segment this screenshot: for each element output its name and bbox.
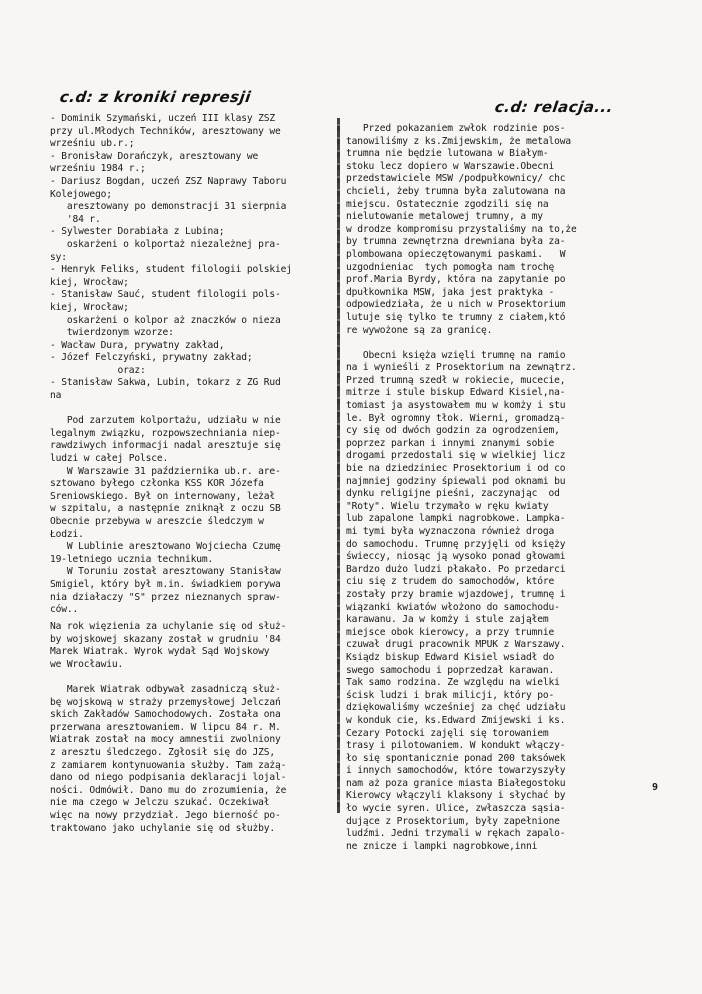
left-column-text xyxy=(50,113,332,617)
text-line: we Wrocławiu. xyxy=(50,658,124,670)
text-line: ścisk ludzi i brak milicji, który po- xyxy=(346,689,555,701)
text-line: nie ma czego w Jelczu szukać. Oczekiwał xyxy=(50,797,270,809)
text-line: drogami przedostali się w wielkiej licz xyxy=(346,450,566,462)
text-line: Bardzo dużo ludzi płakało. Po przedarci xyxy=(346,563,566,575)
text-line xyxy=(50,671,332,684)
text-line: przerwana aresztowaniem. W lipcu 84 r. M. xyxy=(50,721,281,733)
page-number: 9 xyxy=(652,782,659,793)
text-line: świeccy, niosąc ją wysoko ponad głowami xyxy=(346,551,566,563)
text-line: ło się spontanicznie ponad 200 taksówek xyxy=(346,752,566,764)
text-line: Obecni księża wzięli trumnę na ramio xyxy=(346,349,566,361)
text-line: sy: xyxy=(50,251,67,263)
text-line: z aresztu śledczego. Zgłosił się do JZS, xyxy=(50,746,276,758)
text-line: Ksiądz biskup Edward Kisiel wsiadł do xyxy=(346,651,555,663)
text-line: Śmigiel, który był m.in. świadkiem porywa xyxy=(50,578,281,590)
text-line: oraz: xyxy=(50,364,146,376)
text-line: W Toruniu został aresztowany Stanisław xyxy=(50,566,281,578)
text-line: legalnym związku, rozpowszechniania niep- xyxy=(50,427,281,439)
text-line: Marek Wiatrak. Wyrok wydał Sąd Wojskowy xyxy=(50,646,270,658)
text-line: Kierowcy włączyli klaksony i słychać by xyxy=(346,790,566,802)
text-line: sztowano byłego członka KSS KOR Józefa xyxy=(50,478,264,490)
text-line: - Dariusz Bogdan, uczeń ZSZ Naprawy Taboru xyxy=(50,175,287,187)
text-line: kiej, Wrocław; xyxy=(50,301,129,313)
text-line: na xyxy=(50,390,62,402)
text-line: "Roty". Wielu trzymało w ręku kwiaty xyxy=(346,500,549,512)
text-line: wiązanki kwiatów włożono do samochodu- xyxy=(346,601,560,613)
text-line xyxy=(50,403,332,416)
text-line: ców.. xyxy=(50,604,79,616)
text-line: plombowana opieczętowanymi paskami. W xyxy=(346,248,566,260)
text-line: zostały przy bramie wjazdowej, trumnę i xyxy=(346,588,566,600)
text-line: - Stanisław Sakwa, Lubin, tokarz z ZG Rud xyxy=(50,377,281,389)
text-line: do samochodu. Trumnę przyjęli od księży xyxy=(346,538,566,550)
text-line: dano od niego podpisania deklaracji lojal- xyxy=(50,772,287,784)
text-line: kiej, Wrocław; xyxy=(50,276,129,288)
text-line: swego samochodu i poprzedzał karawan. xyxy=(346,664,555,676)
text-line: w konduk cie, ks.Edward Żmijewski i ks. xyxy=(346,714,566,726)
text-line: czuwał drugi pracownik MPUK z Warszawy. xyxy=(346,639,566,651)
text-line: le. Był ogromny tłok. Wierni, gromadzą- xyxy=(346,412,566,424)
text-line: poprzez parkan i innymi znanymi sobie xyxy=(346,437,555,449)
text-line: dynku religijne pieśni, zaczynając od xyxy=(346,488,560,500)
text-line: odpowiedziała, że u nich w Prosektorium xyxy=(346,299,566,311)
text-line: uzgodnieniac tych pomogła nam trochę xyxy=(346,261,555,273)
text-line: by trumna zewnętrzna drewniana była za- xyxy=(346,236,566,248)
text-line: ło wycie syren. Ulice, zwłaszcza sąsia- xyxy=(346,803,566,815)
text-line: skich Zakładów Samochodowych. Została ona xyxy=(50,709,281,721)
text-line: Obecnie przebywa w areszcie śledczym w xyxy=(50,516,264,527)
text-line xyxy=(346,337,666,350)
text-line: ne znicze i lampki nagrobkowe,inni xyxy=(346,840,538,852)
text-line: Na rok więzienia za uchylanie się od służ- xyxy=(50,621,287,632)
text-line: - Wacław Dura, prywatny zakład, xyxy=(50,339,225,351)
text-line: w drodze kompromisu przystaliśmy na to,że xyxy=(346,223,577,235)
left-column-bottom-text xyxy=(50,621,332,835)
text-line: rawdziwych informacji nadal aresztuje się xyxy=(50,440,281,452)
text-line: nia działaczy "S" przez nieznanych spraw- xyxy=(50,591,281,603)
text-line: wrześniu ub.r.; xyxy=(50,138,135,150)
text-line: re wywożone są za granicę. xyxy=(346,324,493,336)
section-heading-left: c.d: z kroniki represji xyxy=(58,88,253,106)
text-line: Przed trumną szedł w rokiecie, mucecie, xyxy=(346,374,566,386)
text-line: Cezary Potocki zajęli się torowaniem xyxy=(346,727,549,739)
text-line: miejsce obok kierowcy, a przy trumnie xyxy=(346,626,555,638)
text-line: - Stanisław Sauć, student filologii pols- xyxy=(50,289,281,301)
text-line: W Warszawie 31 października ub.r. are- xyxy=(50,465,281,477)
text-line: tanowiliśmy z ks.Żmijewskim, że metalowa xyxy=(346,135,572,147)
text-line: Marek Wiatrak odbywał zasadniczą służ- xyxy=(50,683,281,695)
text-line: Kolejowego; xyxy=(50,188,112,200)
text-line: mi tymi była wyznaczona również droga xyxy=(346,526,555,537)
text-line: w szpitalu, a następnie zniknął z oczu SB xyxy=(50,503,281,515)
text-line: wrześniu 1984 r.; xyxy=(50,163,146,175)
text-line: trumna nie będzie lutowana w Białym- xyxy=(346,148,549,160)
text-line: oskarżeni o kolportaż niezależnej pra- xyxy=(50,238,281,250)
text-line: cy się od dwóch godzin za ogrodzeniem, xyxy=(346,425,560,437)
text-line: przy ul.Młodych Techników, aresztowany we xyxy=(50,125,281,137)
text-line: - Józef Felczyński, prywatny zakład; xyxy=(50,352,253,364)
text-line: ludźmi. Jedni trzymali w rękach zapalo- xyxy=(346,828,566,840)
text-line: miejscu. Ostatecznie zgodzili się na xyxy=(346,198,549,210)
text-line: mitrze i stule biskup Edward Kisiel,na- xyxy=(346,387,566,399)
text-line: - Henryk Feliks, student filologii polskiej xyxy=(50,264,292,276)
text-line: oskarżeni o kolpor aż znaczków o nieza xyxy=(50,314,281,326)
text-line: chcieli, żeby trumna była zalutowana na xyxy=(346,185,566,197)
text-line: lutuje się tylko te trumny z ciałem,któ xyxy=(346,311,566,323)
text-line: twierdzonym wzorze: xyxy=(50,327,174,339)
text-line: Tak samo rodzina. Ze względu na wielki xyxy=(346,677,560,689)
text-line: nielutowanie metalowej trumny, a my xyxy=(346,211,543,223)
text-line: prof.Maria Byrdy, która na zapytanie po xyxy=(346,274,566,286)
text-line: najmniej godziny śpiewali pod oknami bu xyxy=(346,475,566,487)
text-line: trasy i pilotowaniem. W kondukt włączy- xyxy=(346,740,566,752)
text-line: '84 r. xyxy=(50,213,101,225)
text-line: bę wojskową w straży przemysłowej Jelczań xyxy=(50,696,281,708)
text-line: ności. Odmówił. Dano mu do zrozumienia, że xyxy=(50,784,287,796)
text-line: tomiast ja asystowałem mu w komży i stu xyxy=(346,400,566,412)
text-line: dujące z Prosektorium, były zapełnione xyxy=(346,815,560,827)
text-line: by wojskowej skazany został w grudniu '84 xyxy=(50,633,281,645)
text-line: 19-letniego ucznia technikum. xyxy=(50,553,214,565)
text-line: bie na dziedziniec Prosektorium i od co xyxy=(346,463,566,475)
text-line: Śreniowskiego. Był on internowany, leżał xyxy=(50,490,276,502)
text-line: - Bronisław Dorańczyk, aresztowany we xyxy=(50,150,259,162)
text-line: stoku lecz dopiero w Warszawie.Obecni xyxy=(346,160,555,172)
text-line: więc na nowy przydział. Jego bierność po- xyxy=(50,809,281,821)
text-line: lub zapalone lampki nagrobkowe. Lampka- xyxy=(346,513,566,525)
text-line: Przed pokazaniem zwłok rodzinie pos- xyxy=(346,123,566,134)
text-line: - Sylwester Dorabiała z Lubina; xyxy=(50,226,225,238)
text-line: Łodzi. xyxy=(50,528,84,540)
text-line: na i wynieśli z Prosektorium na zewnątrz. xyxy=(346,362,577,374)
section-heading-right: c.d: relacja... xyxy=(493,98,615,116)
text-line: ludzi w całej Polsce. xyxy=(50,453,169,465)
text-line: Wiatrak został na mocy amnestii zwolniony xyxy=(50,734,281,746)
text-line: ciu się z trudem do samochodów, które xyxy=(346,576,555,588)
text-line: dziękowaliśmy wcześniej za chęć udziału xyxy=(346,702,566,714)
text-line: aresztowany po demonstracji 31 sierpnia xyxy=(50,201,287,213)
text-line: przedstawiciele MSW /podpułkownicy/ chc xyxy=(346,173,566,185)
text-line: karawanu. Ja w komży i stule zająłem xyxy=(346,614,549,626)
right-column-text xyxy=(346,123,666,853)
text-line: Pod zarzutem kolportażu, udziału w nie xyxy=(50,415,281,427)
column-divider xyxy=(337,118,340,813)
text-line: nam aż poza granice miasta Białegostoku xyxy=(346,777,566,789)
text-line: traktowano jako uchylanie się od służby. xyxy=(50,822,276,834)
text-line: - Dominik Szymański, uczeń III klasy ZSZ xyxy=(50,113,276,124)
text-line: z zamiarem kontynuowania służby. Tam zażą- xyxy=(50,759,287,771)
text-line: W Lublinie aresztowano Wojciecha Czumę xyxy=(50,541,281,553)
text-line: i innych samochodów, które towarzyszyły xyxy=(346,765,566,777)
text-line: dpułkownika MSW, jaka jest praktyka - xyxy=(346,286,555,298)
